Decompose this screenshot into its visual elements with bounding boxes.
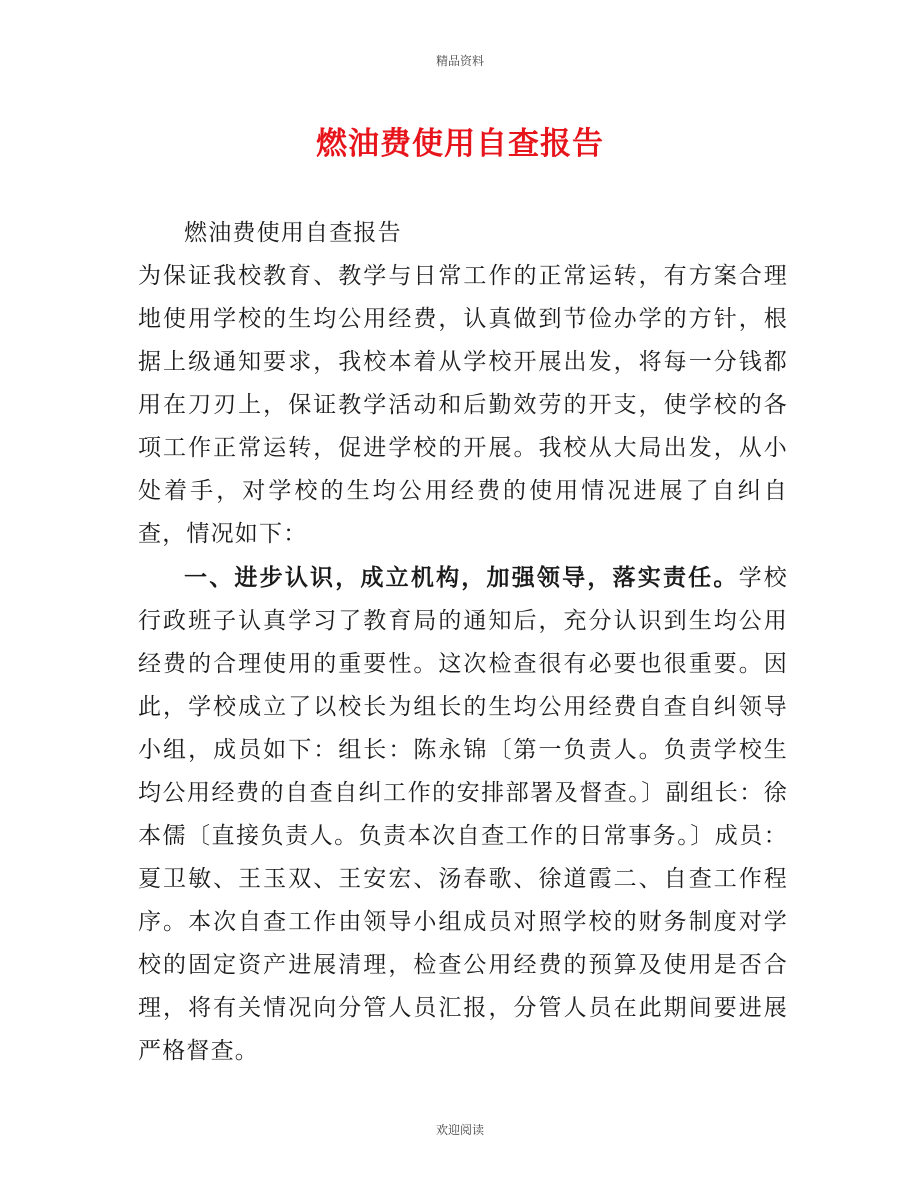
page-footer-label: 欢迎阅读 (435, 1123, 484, 1137)
section-one-body: 学校行政班子认真学习了教育局的通知后，充分认识到生均公用经费的合理使用的重要性。这次检查很有必要也很重要。因此，学校成立了以校长为组长的生均公用经费自查自纠领导小组，成员如下：组长：陈永锦〔第一负责人。负责学校生均公用经费的自查自纠工作的安排部署及督查。〕副组长：徐本儒〔直接负责人。负责本次自查工作的日常事务。〕成员：夏卫敏、王玉双、王安宏、汤春歌、徐道霞二、自查工作程序。本次自查工作由领导小组成员对照学校的财务制度对学校的固定资产进展清理，检查公用经费的预算及使用是否合理，将有关情况向分管人员汇报，分管人员在此期间要进展严格督查。 (138, 565, 789, 1064)
document-subtitle: 燃油费使用自查报告 (184, 220, 402, 246)
paragraph-intro: 为保证我校教育、教学与日常工作的正常运转，有方案合理地使用学校的生均公用经费，认真做到节俭办学的方针，根据上级通知要求，我校本着从学校开展出发，将每一分钱都用在刀刃上，保证教学活动和后勤效劳的开支，使学校的各项工作正常运转，促进学校的开展。我校从大局出发，从小处着手，对学校的生均公用经费的使用情况进展了自纠自查，情况如下： (138, 263, 788, 547)
paragraph-section-one (138, 556, 788, 1073)
document-title: 燃油费使用自查报告 (316, 126, 604, 162)
page-header-label: 精品资料 (435, 54, 484, 68)
section-one-heading: 一、进步认识，成立机构，加强领导，落实责任。 (184, 564, 739, 591)
document-body (138, 212, 788, 1073)
